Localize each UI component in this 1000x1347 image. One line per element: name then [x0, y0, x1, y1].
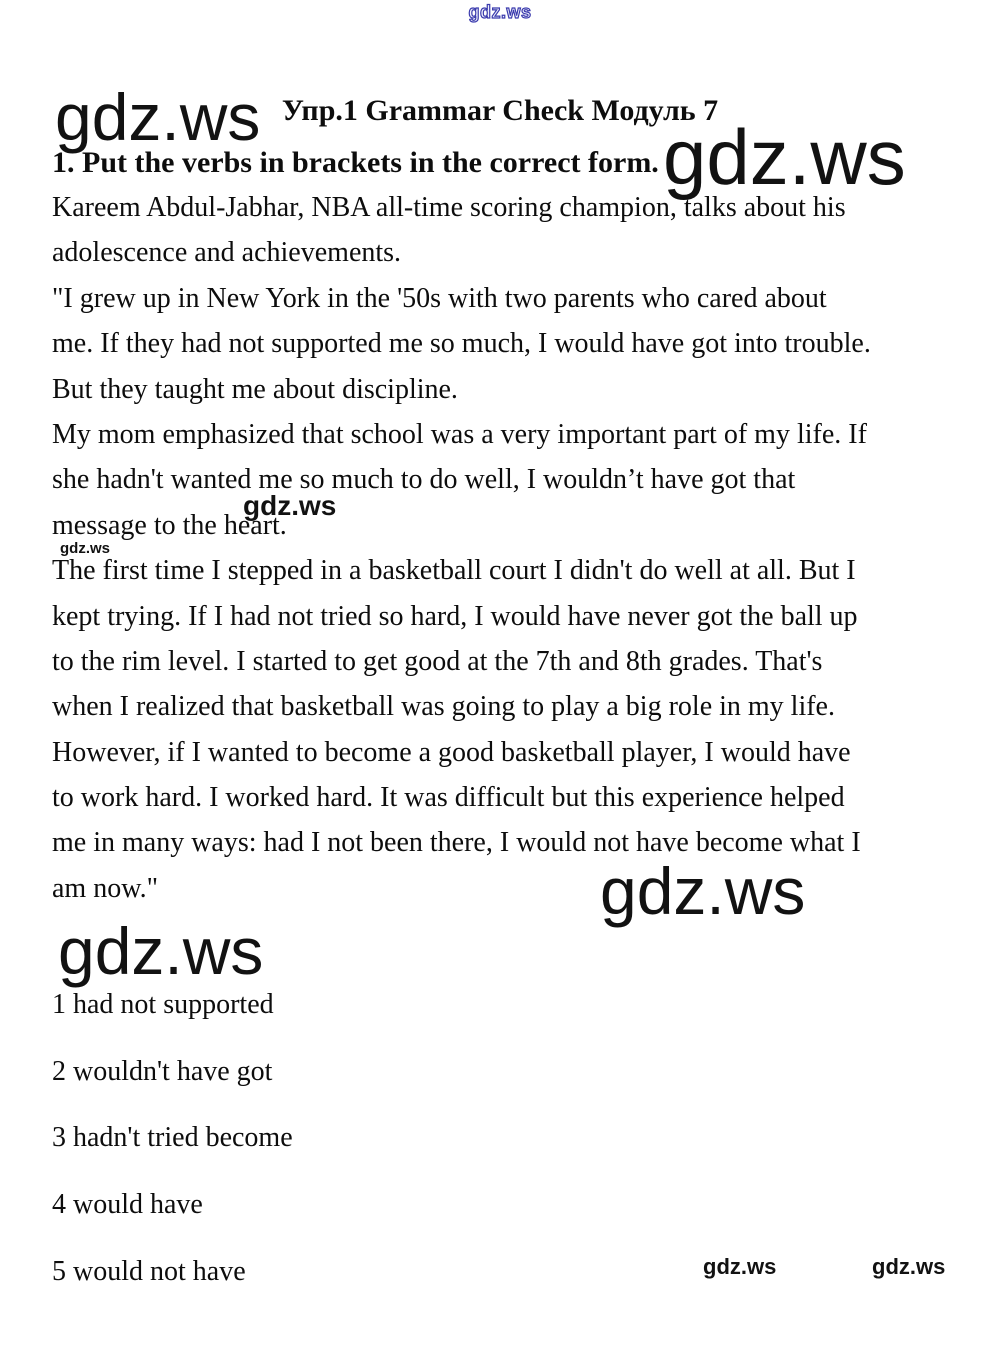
watermark-small-left: gdz.ws — [60, 540, 111, 557]
page-title: Упр.1 Grammar Check Модуль 7 — [281, 94, 719, 128]
passage-line: me in many ways: had I not been there, I would not have become what I — [52, 827, 861, 859]
passage-line: The first time I stepped in a basketball court I didn't do well at all. But I — [52, 555, 856, 587]
answer-item: 3 hadn't tried become — [52, 1122, 293, 1153]
passage-line: am now." — [52, 872, 159, 904]
answer-item: 1 had not supported — [52, 989, 274, 1020]
passage-line: message to the heart. — [52, 509, 287, 541]
passage-line: But they taught me about discipline. — [52, 373, 458, 405]
passage-line: However, if I wanted to become a good basketball player, I would have — [52, 736, 851, 768]
watermark-large-left: gdz.ws — [55, 80, 261, 154]
passage-line: me. If they had not supported me so much, I would have got into trouble. — [52, 328, 871, 360]
watermark-large-bottom-left: gdz.ws — [58, 914, 264, 988]
passage-line: My mom emphasized that school was a very important part of my life. If — [52, 418, 867, 450]
passage-line: to the rim level. I started to get good at the 7th and 8th grades. That's — [52, 645, 823, 677]
answer-item: 4 would have — [52, 1189, 203, 1220]
passage-line: "I grew up in New York in the '50s with two parents who cared about — [52, 282, 827, 314]
answer-item: 2 wouldn't have got — [52, 1056, 273, 1087]
watermark-medium-center: gdz.ws — [243, 490, 337, 521]
task-heading: 1. Put the verbs in brackets in the correct form. — [52, 146, 659, 179]
passage-line: she hadn't wanted me so much to do well, I wouldn’t have got that — [52, 464, 796, 496]
passage-text — [52, 185, 982, 911]
answer-item: 5 would not have — [52, 1256, 246, 1287]
passage-line: when I realized that basketball was going to play a big role in my life. — [52, 691, 835, 723]
passage-line: Kareem Abdul-Jabhar, NBA all-time scoring champion, talks about his — [52, 192, 846, 223]
passage-line: kept trying. If I had not tried so hard, I would have never got the ball up — [52, 600, 858, 632]
watermark-bottom-left: gdz.ws — [703, 1254, 777, 1279]
passage-line: to work hard. I worked hard. It was difficult but this experience helped — [52, 782, 845, 814]
watermark-large-right: gdz.ws — [663, 113, 906, 201]
watermark-bottom-right: gdz.ws — [872, 1254, 946, 1279]
passage-line: adolescence and achievements. — [52, 237, 402, 269]
watermark-large-mid-right: gdz.ws — [600, 854, 806, 928]
watermark-top: gdz.ws — [468, 2, 532, 22]
